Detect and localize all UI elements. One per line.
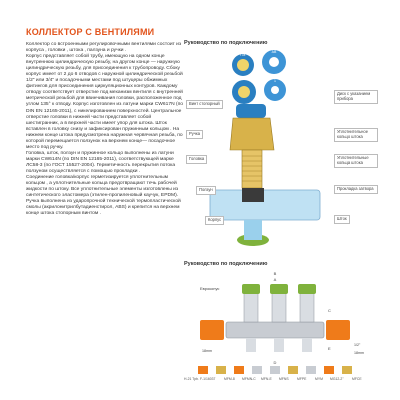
callout-disk: Диск с указанием прибора [334,90,378,104]
manifold-figure [178,270,378,376]
outlet [274,338,284,352]
legend-label: MFPE [297,377,307,381]
dim-label: B [273,271,277,276]
disk-icon [264,79,286,101]
figure-title: Руководство по подключению [184,40,268,46]
callout-handle: Ручка [186,130,203,139]
dim-label: E [328,346,331,351]
figure-title: Руководство по подключению [184,261,268,267]
dim-label: A [273,277,277,282]
callout-slider: Ползун [196,186,216,195]
callout-gasket-ring: Уплотнительные кольца штока [334,154,378,168]
fitting-right [326,320,350,340]
disk-label: 1 [274,79,276,83]
paragraph: Коллектор со встроенными регулировочными вентилями состоит из корпуса , головки , штока , палзуна и ручки . [26,42,182,54]
handle-shape [236,104,266,118]
legend-label: MYM [315,377,323,381]
legend-label: MFCE [352,377,362,381]
fittings-row [198,366,352,374]
legend-label: MFMN-C [242,377,256,381]
dim-label: 1/2" [354,343,361,347]
outlet [302,338,312,352]
valve-head [298,284,316,322]
fittings-legend [184,377,380,387]
disk-label: T.M. [239,53,247,57]
disk-icon [232,53,254,76]
body-text [26,42,184,217]
head-shape [230,118,274,150]
callout-screw: Винт стопорный [186,100,223,109]
dim-label: D [273,360,277,365]
page-title: КОЛЛЕКТОР С ВЕНТИЛЯМИ [26,27,155,37]
manifold-bar [226,322,324,338]
fitting-left [200,320,224,340]
legend-label: H-21 Tpb. F-1/16037 [184,377,216,381]
paragraph: Головка, шток, ползун и пружинное кольцо выполнены из латуни марки CW614N (по DIN EN 12165-2011), соответствующей марке ЛС58-3 (по ГОСТ 15527-2004). Герметичность перекрытия потока ползуном осуществляется с помощью прокладки . [26,150,176,174]
legend-label: MFN-E [261,377,272,381]
disk-label: AB [271,50,277,54]
paragraph: Соединение головка/корпус герметизируется уплотнительным кольцом , а уплотнительные кольца предотвращают течь рабочей жидкости по штоку. Все уплотнительные элементы изготовлены из синтетического эластомера (этилен-пропиленовый каучук, EPDM). Ручка выполнена из ударопрочной технической термопластической смолы (акрилонитрилбутадиенстирол, ABS) и крепится на верхнем конце штока стопорным винтом . [26,175,181,217]
callout-stem: Шток [334,215,350,224]
legend-label: MG12-2" [330,377,344,381]
disk-icon [232,80,256,104]
callout-gasket: Прокладка затвора [334,185,378,194]
valve-head [242,284,260,322]
valve-head [270,284,288,322]
outlet-pipe [244,220,262,240]
legend-label: MFNS [279,377,289,381]
callout-head: Головка [186,155,207,164]
gasket-shape [242,188,264,202]
callout-seal-ring: Уплотнительное кольцо штока [334,128,378,142]
body-shape [210,190,320,220]
euroconus-label: Евроконус [200,286,220,291]
dim-label: 18mm [202,349,212,353]
stem-shape [242,150,262,188]
outlet [246,338,256,352]
dim-label: C [328,308,331,313]
callout-body: Корпус [205,216,224,225]
paragraph: Корпус представляет собой трубу, имеющую на одном конце внутреннюю цилиндрическую резьбу, на другом конце — наружную цилиндрическую резьбу, для присоединения к трубопроводу. Сбоку корпус имеет от 2 до 6 отводов с наружной цилиндрической резьбой 1/2" или 3/4" и посадочными местами под штуцеры обжимных фитингов для присоединения циркуляционных контуров. Каждому отводу соответствует отверстие под механизм вентиля с внутренней метрической резьбой для ввинчивания головки, расположенное под углом 135° к отводу. Корпус изготовлен из латуни марки CW617N (по DIN EN 12165-2011), с никелированием поверхностей. Центральное отверстие головки в нижней части представляет собой шестигранник, а в верхней части имеет упор для штока. Шток вставлен в головку снизу и зафиксирован пружинным кольцом . На нижнем конце штока предусмотрена наружная червячная резьба, по которой перемещается ползунок на верхнем конце— посадочное место под ручку. [26,54,183,150]
disk-icon [262,50,286,74]
dim-label: 18mm [354,351,364,355]
legend-label: MFM-8 [224,377,235,381]
